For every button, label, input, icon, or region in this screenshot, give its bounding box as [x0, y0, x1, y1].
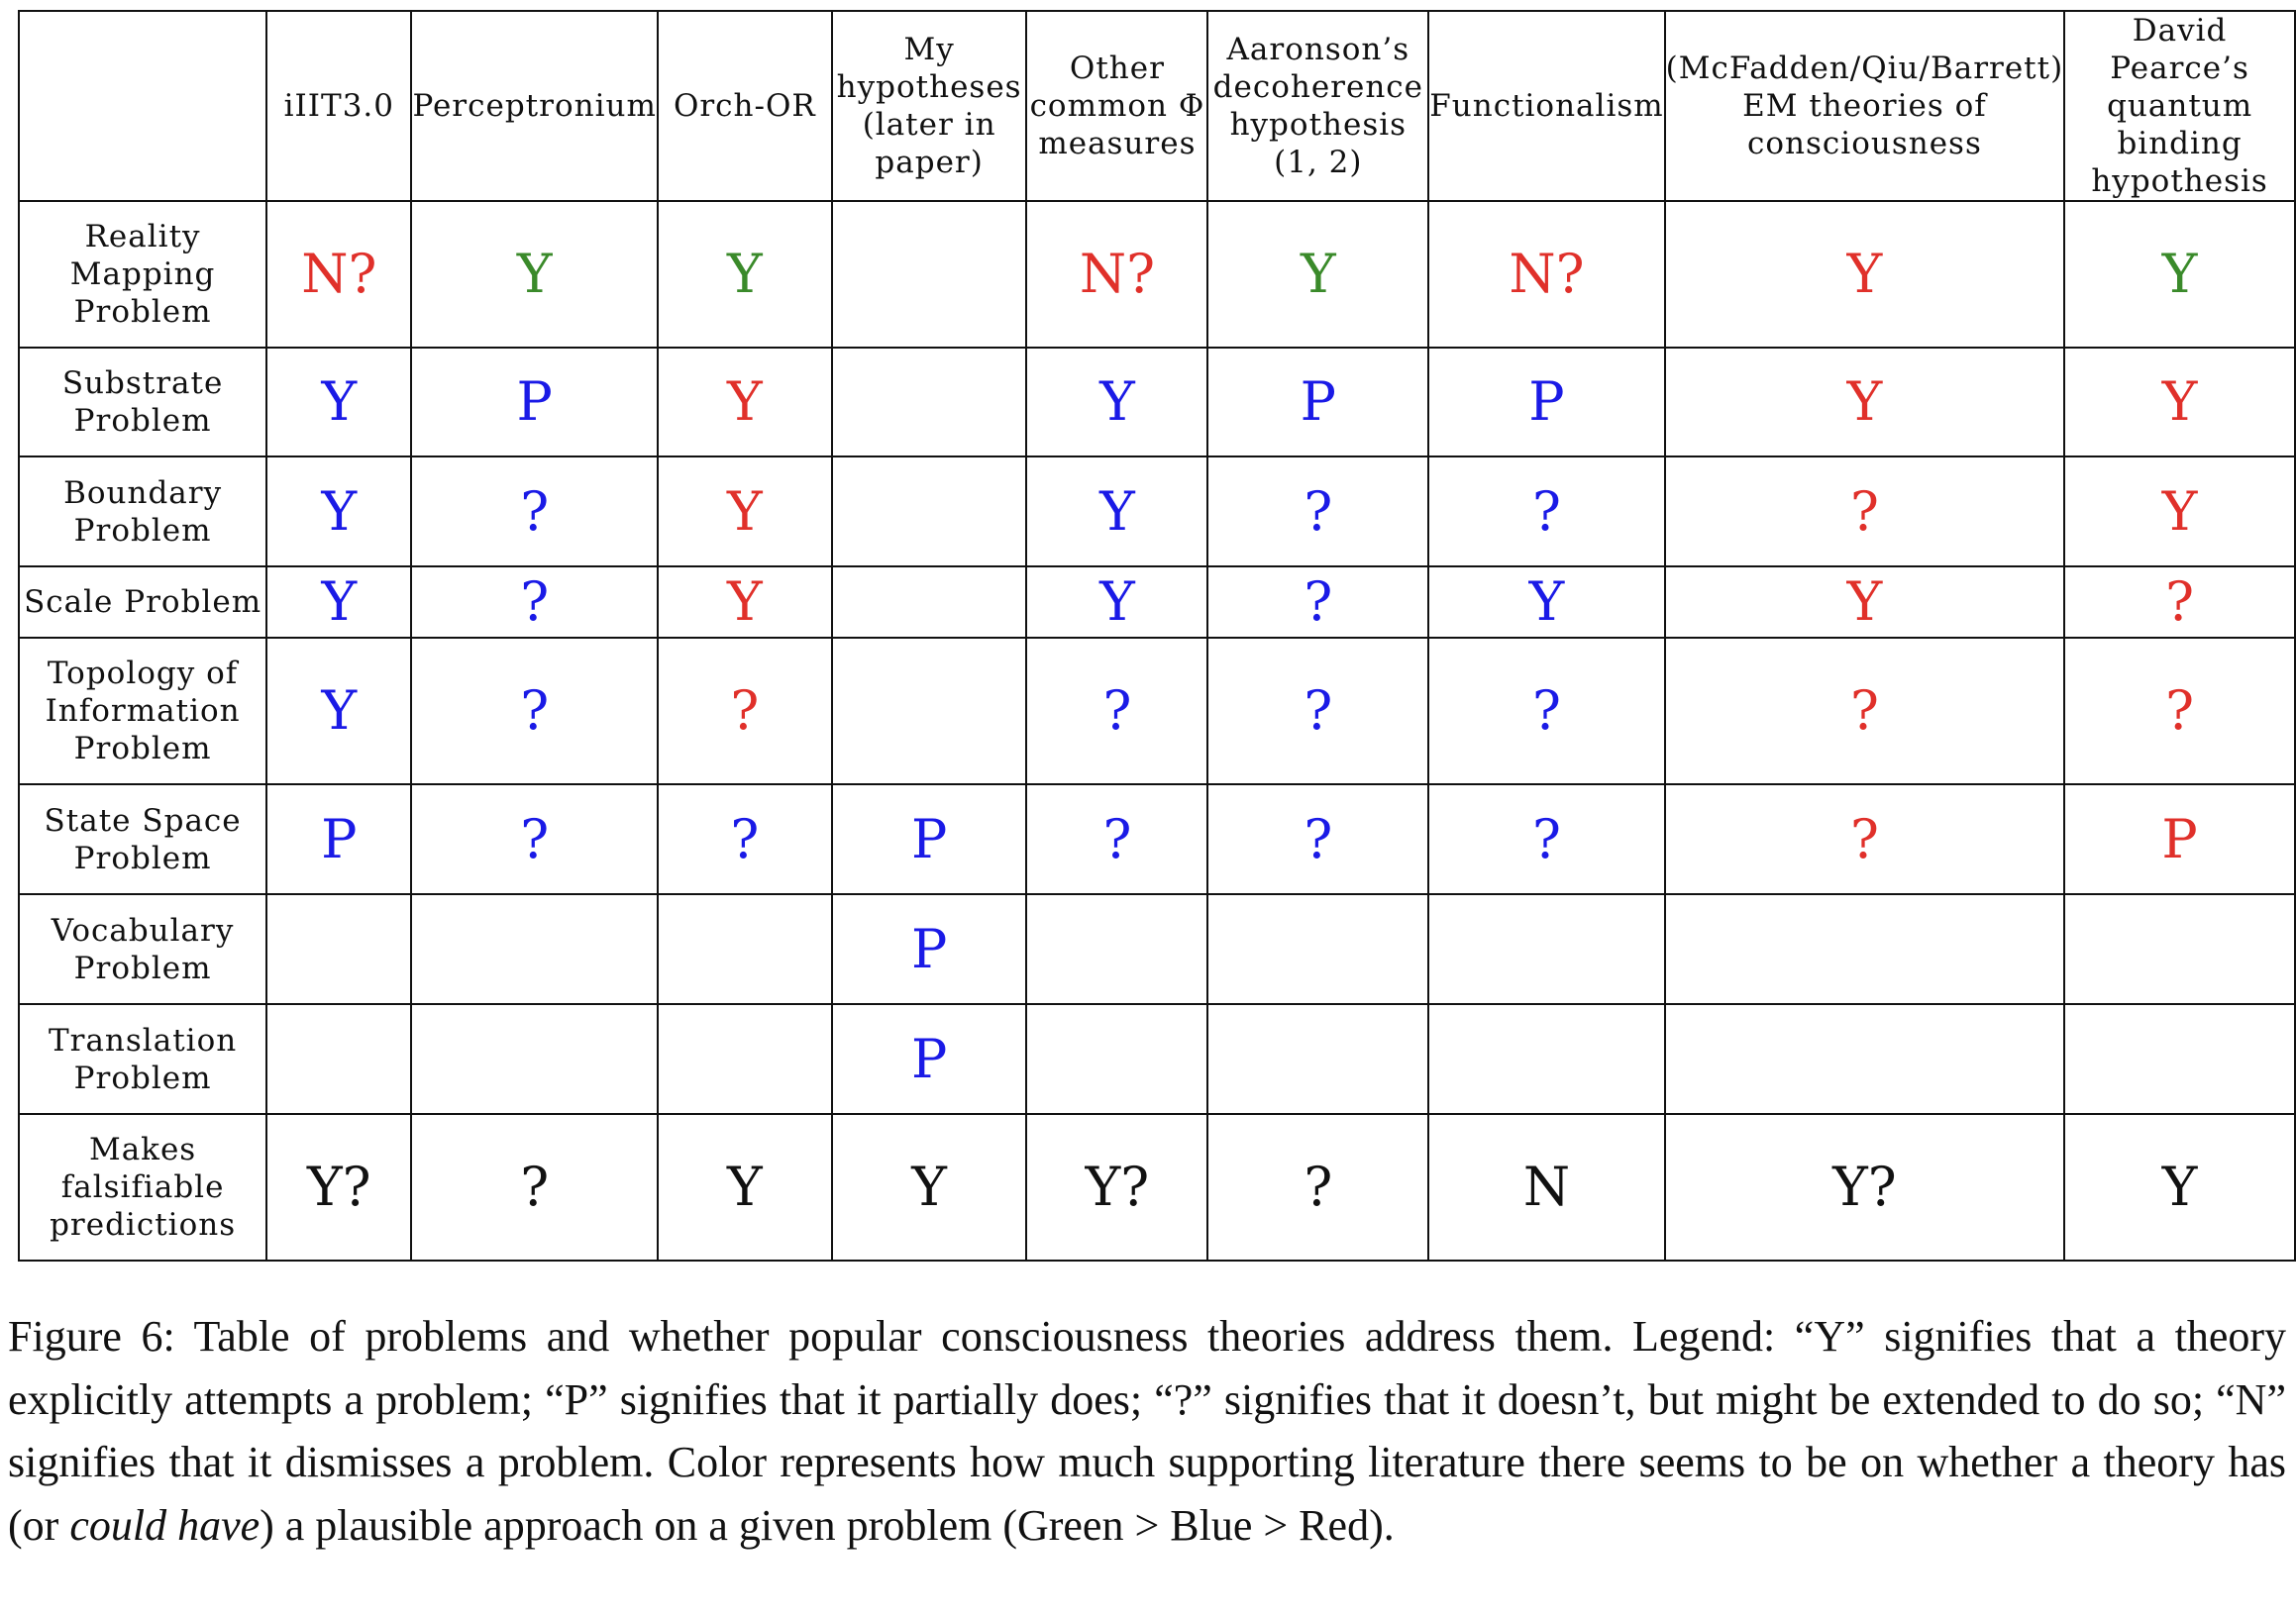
table-cell: [1207, 566, 1428, 638]
table-cell: [1207, 638, 1428, 784]
row-header: Reality Mapping Problem: [19, 201, 266, 348]
table-row: [19, 456, 2295, 566]
cell-value: P: [2161, 807, 2198, 870]
table-cell: [411, 456, 657, 566]
table-cell: [1665, 201, 2065, 348]
table-cell: [2064, 456, 2295, 566]
table-cell: [411, 784, 657, 894]
table-cell: [658, 456, 832, 566]
table-cell: [1428, 784, 1664, 894]
table-cell: [832, 638, 1027, 784]
cell-value: ?: [1304, 1156, 1333, 1218]
cell-value: ?: [2165, 570, 2195, 633]
table-cell: [1428, 456, 1664, 566]
table-row: [19, 894, 2295, 1004]
table-cell: [1207, 894, 1428, 1004]
caption-text-end: ) a plausible approach on a given problem (Green > Blue > Red).: [260, 1500, 1395, 1550]
table-cell: [1665, 638, 2065, 784]
table-cell: [1026, 784, 1207, 894]
table-cell: [1665, 1114, 2065, 1261]
row-header: Substrate Problem: [19, 348, 266, 456]
table-cell: [2064, 1114, 2295, 1261]
table-cell: [1428, 348, 1664, 456]
table-cell: [1026, 1114, 1207, 1261]
cell-value: Y?: [1832, 1156, 1897, 1218]
table-cell: [832, 201, 1027, 348]
row-header: Boundary Problem: [19, 456, 266, 566]
table-cell: [1026, 638, 1207, 784]
cell-value: ?: [1531, 479, 1561, 543]
row-header: Topology of Information Problem: [19, 638, 266, 784]
cell-value: P: [321, 807, 358, 870]
column-header: Functionalism: [1428, 11, 1664, 201]
cell-value: P: [910, 917, 948, 980]
table-cell: [1207, 201, 1428, 348]
table-cell: [2064, 348, 2295, 456]
table-cell: [1026, 456, 1207, 566]
table-cell: [1428, 201, 1664, 348]
table-cell: [411, 201, 657, 348]
table-cell: [411, 894, 657, 1004]
table-row: [19, 638, 2295, 784]
cell-value: Y: [1528, 570, 1565, 633]
cell-value: ?: [730, 807, 760, 870]
column-header: iIIT3.0: [266, 11, 411, 201]
cell-value: P: [910, 1027, 948, 1090]
cell-value: Y: [1301, 243, 1336, 305]
cell-value: Y: [727, 370, 763, 433]
theories-table: [18, 10, 2296, 1262]
table-cell: [1665, 894, 2065, 1004]
cell-value: ?: [1304, 679, 1333, 742]
cell-value: ?: [2165, 679, 2195, 742]
cell-value: ?: [1304, 570, 1333, 633]
cell-value: Y: [727, 1156, 763, 1218]
table-cell: [658, 1004, 832, 1114]
cell-value: ?: [730, 679, 760, 742]
cell-value: ?: [520, 807, 550, 870]
cell-value: Y: [321, 479, 358, 543]
cell-value: ?: [520, 1156, 550, 1218]
cell-value: ?: [1849, 479, 1879, 543]
table-cell: [1207, 1004, 1428, 1114]
column-header: David Pearce’s quantum binding hypothesis: [2064, 11, 2295, 201]
table-cell: [658, 348, 832, 456]
table-cell: [832, 456, 1027, 566]
table-cell: [2064, 784, 2295, 894]
cell-value: P: [910, 807, 948, 870]
cell-value: P: [1528, 370, 1565, 433]
cell-value: ?: [1102, 679, 1132, 742]
table-cell: [1207, 348, 1428, 456]
cell-value: ?: [1531, 679, 1561, 742]
figure-caption: [8, 1305, 2286, 1557]
cell-value: Y: [727, 570, 763, 633]
table-cell: [266, 894, 411, 1004]
table-row: [19, 784, 2295, 894]
cell-value: ?: [1102, 807, 1132, 870]
table-cell: [658, 1114, 832, 1261]
table-cell: [266, 456, 411, 566]
column-header: Perceptronium: [411, 11, 657, 201]
table-cell: [266, 1004, 411, 1114]
table-cell: [266, 784, 411, 894]
cell-value: Y: [321, 679, 358, 742]
table-cell: [832, 1114, 1027, 1261]
column-header: Aaronson’s decoherence hypothesis (1, 2): [1207, 11, 1428, 201]
row-header: Translation Problem: [19, 1004, 266, 1114]
table-cell: [1207, 1114, 1428, 1261]
table-cell: [1026, 201, 1207, 348]
cell-value: N?: [1509, 243, 1585, 305]
row-header: Vocabulary Problem: [19, 894, 266, 1004]
column-header: Orch-OR: [658, 11, 832, 201]
cell-value: N?: [301, 243, 377, 305]
table-cell: [2064, 894, 2295, 1004]
cell-value: ?: [1304, 479, 1333, 543]
table-cell: [411, 348, 657, 456]
table-cell: [266, 201, 411, 348]
table-cell: [266, 348, 411, 456]
cell-value: ?: [520, 479, 550, 543]
cell-value: ?: [1531, 807, 1561, 870]
cell-value: Y: [911, 1156, 947, 1218]
cell-value: P: [1300, 370, 1336, 433]
row-header: State Space Problem: [19, 784, 266, 894]
table-row: [19, 348, 2295, 456]
cell-value: Y: [1099, 370, 1135, 433]
table-cell: [658, 201, 832, 348]
cell-value: ?: [1849, 679, 1879, 742]
table-cell: [658, 638, 832, 784]
table-cell: [1665, 348, 2065, 456]
table-cell: [1207, 456, 1428, 566]
table-cell: [266, 566, 411, 638]
cell-value: P: [516, 370, 553, 433]
table-cell: [1665, 1004, 2065, 1114]
cell-value: ?: [520, 679, 550, 742]
cell-value: Y: [321, 570, 358, 633]
table-cell: [2064, 201, 2295, 348]
table-row: [19, 1114, 2295, 1261]
caption-text: Figure 6: Table of problems and whether popular consciousness theories address them. Legend: “Y” signifies that a theory explicitly attempts a problem; “P” signifies that it partially does; “?” signifies that it doesn’t, but might be extended to do so; “N” signifies that it dismisses a problem. Color represents how much supporting literature there seems to be on whether a theory has (or: [8, 1312, 2286, 1550]
cell-value: ?: [1304, 807, 1333, 870]
table-row: [19, 1004, 2295, 1114]
table-cell: [832, 1004, 1027, 1114]
cell-value: ?: [1849, 807, 1879, 870]
caption-emphasis: could have: [69, 1500, 261, 1550]
table-cell: [832, 566, 1027, 638]
column-header: My hypotheses (later in paper): [832, 11, 1027, 201]
cell-value: Y: [2161, 1156, 2198, 1218]
table-cell: [1026, 348, 1207, 456]
table-cell: [832, 348, 1027, 456]
table-cell: [411, 566, 657, 638]
header-row: [19, 11, 2295, 201]
table-cell: [658, 784, 832, 894]
cell-value: Y: [2161, 243, 2198, 305]
table-cell: [1026, 566, 1207, 638]
cell-value: Y: [1846, 370, 1883, 433]
cell-value: Y?: [1085, 1156, 1150, 1218]
cell-value: N?: [1079, 243, 1156, 305]
table-cell: [411, 1004, 657, 1114]
cell-value: ?: [520, 570, 550, 633]
table-cell: [1428, 566, 1664, 638]
cell-value: Y: [1846, 243, 1883, 305]
column-header: [19, 11, 266, 201]
table-cell: [1428, 1114, 1664, 1261]
table-cell: [266, 638, 411, 784]
table-cell: [1665, 566, 2065, 638]
cell-value: Y: [1846, 570, 1883, 633]
row-header: Makes falsifiable predictions: [19, 1114, 266, 1261]
table-cell: [832, 784, 1027, 894]
table-cell: [266, 1114, 411, 1261]
table-cell: [2064, 638, 2295, 784]
table-cell: [411, 1114, 657, 1261]
table-cell: [1428, 894, 1664, 1004]
cell-value: Y: [2161, 370, 2198, 433]
table-cell: [658, 894, 832, 1004]
cell-value: Y: [727, 479, 763, 543]
table-row: [19, 201, 2295, 348]
table-row: [19, 566, 2295, 638]
column-header: (McFadden/Qiu/Barrett) EM theories of consciousness: [1665, 11, 2065, 201]
table-cell: [2064, 566, 2295, 638]
cell-value: Y: [1099, 479, 1135, 543]
cell-value: Y: [516, 243, 553, 305]
table-cell: [411, 638, 657, 784]
table-cell: [1428, 638, 1664, 784]
row-header: Scale Problem: [19, 566, 266, 638]
cell-value: N: [1522, 1156, 1571, 1218]
cell-value: Y?: [307, 1156, 371, 1218]
table-cell: [1026, 1004, 1207, 1114]
table-cell: [1665, 456, 2065, 566]
table-cell: [658, 566, 832, 638]
cell-value: Y: [727, 243, 763, 305]
cell-value: Y: [2161, 479, 2198, 543]
cell-value: Y: [1099, 570, 1135, 633]
table-cell: [1665, 784, 2065, 894]
table-cell: [832, 894, 1027, 1004]
table-cell: [2064, 1004, 2295, 1114]
table-cell: [1026, 894, 1207, 1004]
table-cell: [1428, 1004, 1664, 1114]
column-header: Other common Φ measures: [1026, 11, 1207, 201]
table-cell: [1207, 784, 1428, 894]
cell-value: Y: [321, 370, 358, 433]
